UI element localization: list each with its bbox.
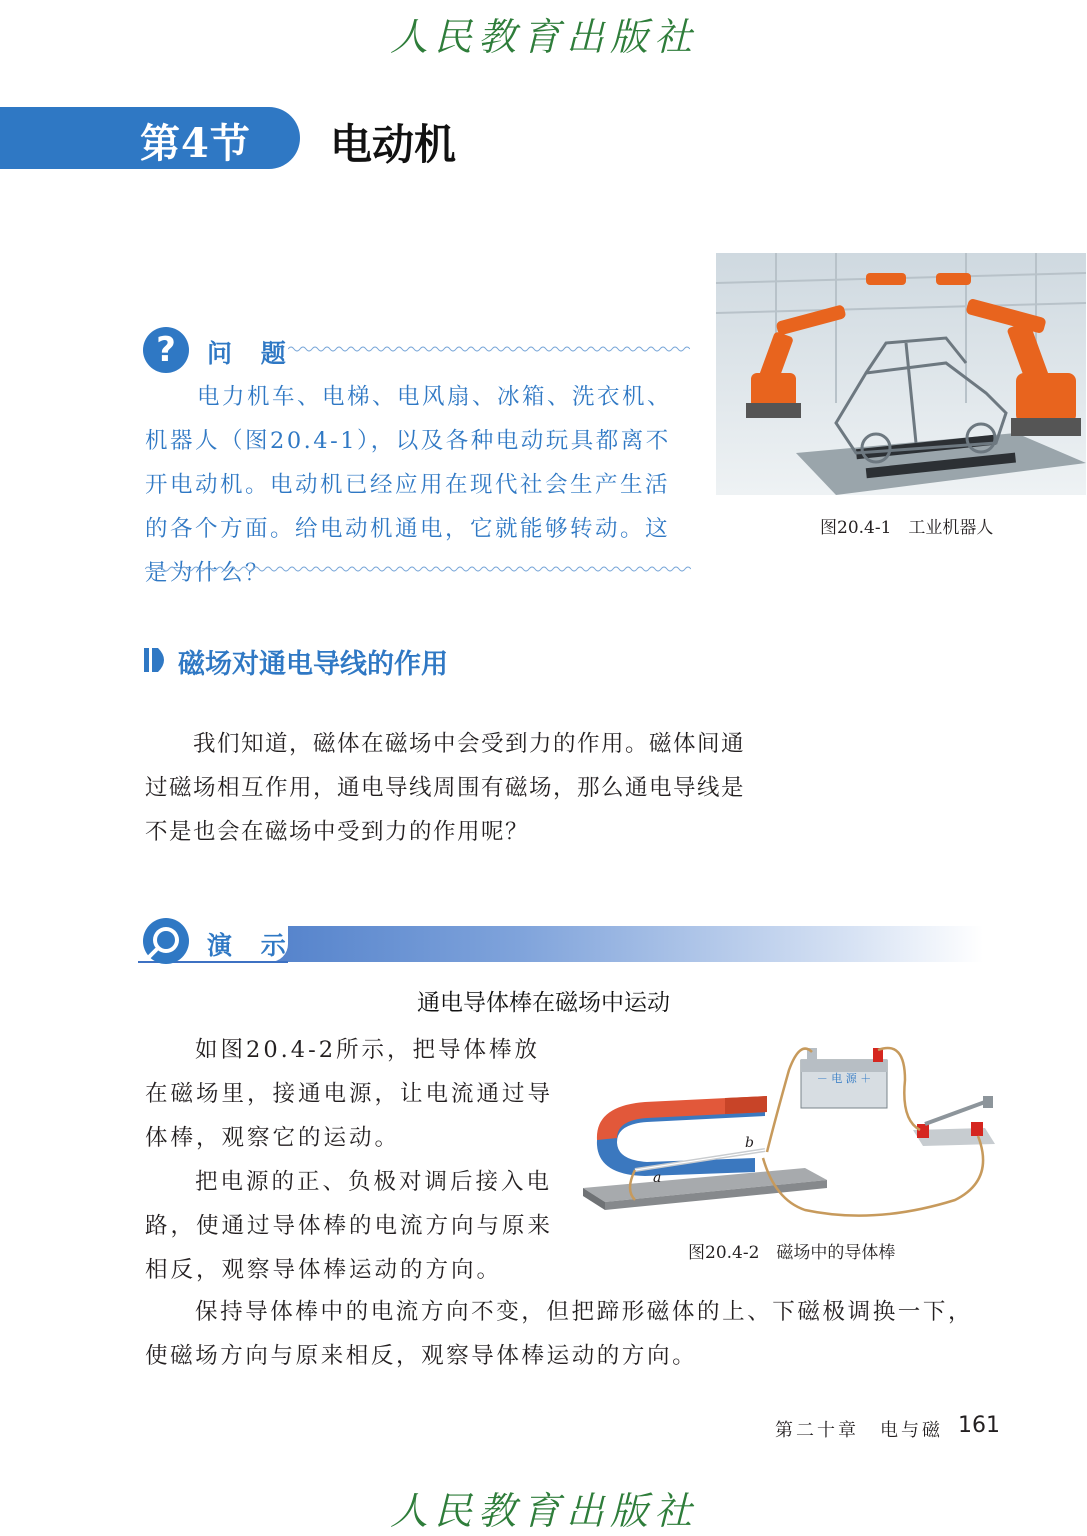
demo-paragraph-3: 保持导体棒中的电流方向不变，但把蹄形磁体的上、下磁极调换一下，使磁场方向与原来相反，观察导体棒运动的方向。 <box>145 1299 974 1369</box>
footer-chapter: 第二十章 电与磁 <box>775 1420 943 1441</box>
figure-2-caption: 图20.4-2 磁场中的导体棒 <box>688 1243 896 1263</box>
figure-1-caption: 图20.4-1 工业机器人 <box>820 518 994 538</box>
question-bottom-wavy-line <box>145 565 691 573</box>
power-supply-label: － 电 源 ＋ <box>816 1072 872 1085</box>
section-title: 电动机 <box>330 120 457 169</box>
demo-label: 演 示 <box>207 931 296 960</box>
question-text: 电力机车、电梯、电风扇、冰箱、洗衣机、机器人（图20.4-1），以及各种电动玩具都离不开电动机。电动机已经应用在现代社会生产生活的各个方面。给电动机通电，它就能够转动。这是为什么？ <box>145 384 673 586</box>
subsection-title: 磁场对通电导线的作用 <box>178 649 448 680</box>
page-number: 161 <box>958 1413 1000 1438</box>
question-icon: ? <box>143 327 189 373</box>
industrial-robot-photo <box>716 253 1086 495</box>
section-number: 第4节 <box>140 120 251 167</box>
subsection-paragraph: 我们知道，磁体在磁场中会受到力的作用。磁体间通过磁场相互作用，通电导线周围有磁场，那么通电导线是不是也会在磁场中受到力的作用呢？ <box>145 731 746 845</box>
demo-paragraph-1: 如图20.4-2所示，把导体棒放在磁场里，接通电源，让电流通过导体棒，观察它的运动。 <box>145 1037 554 1151</box>
publisher-watermark-bottom: 人民教育出版社 <box>390 1489 699 1533</box>
publisher-watermark-top: 人民教育出版社 <box>390 15 699 59</box>
question-label: 问 题 <box>207 339 296 368</box>
point-a-label: a <box>653 1170 662 1186</box>
magnifier-icon <box>142 917 190 965</box>
subsection-marker-icon <box>144 648 170 672</box>
question-top-wavy-line <box>288 345 690 353</box>
magnet-conductor-apparatus <box>575 1040 1005 1230</box>
experiment-title: 通电导体棒在磁场中运动 <box>417 990 670 1016</box>
demo-paragraph-2: 把电源的正、负极对调后接入电路，使通过导体棒的电流方向与原来相反，观察导体棒运动的方向。 <box>145 1169 554 1283</box>
point-b-label: b <box>745 1135 754 1151</box>
